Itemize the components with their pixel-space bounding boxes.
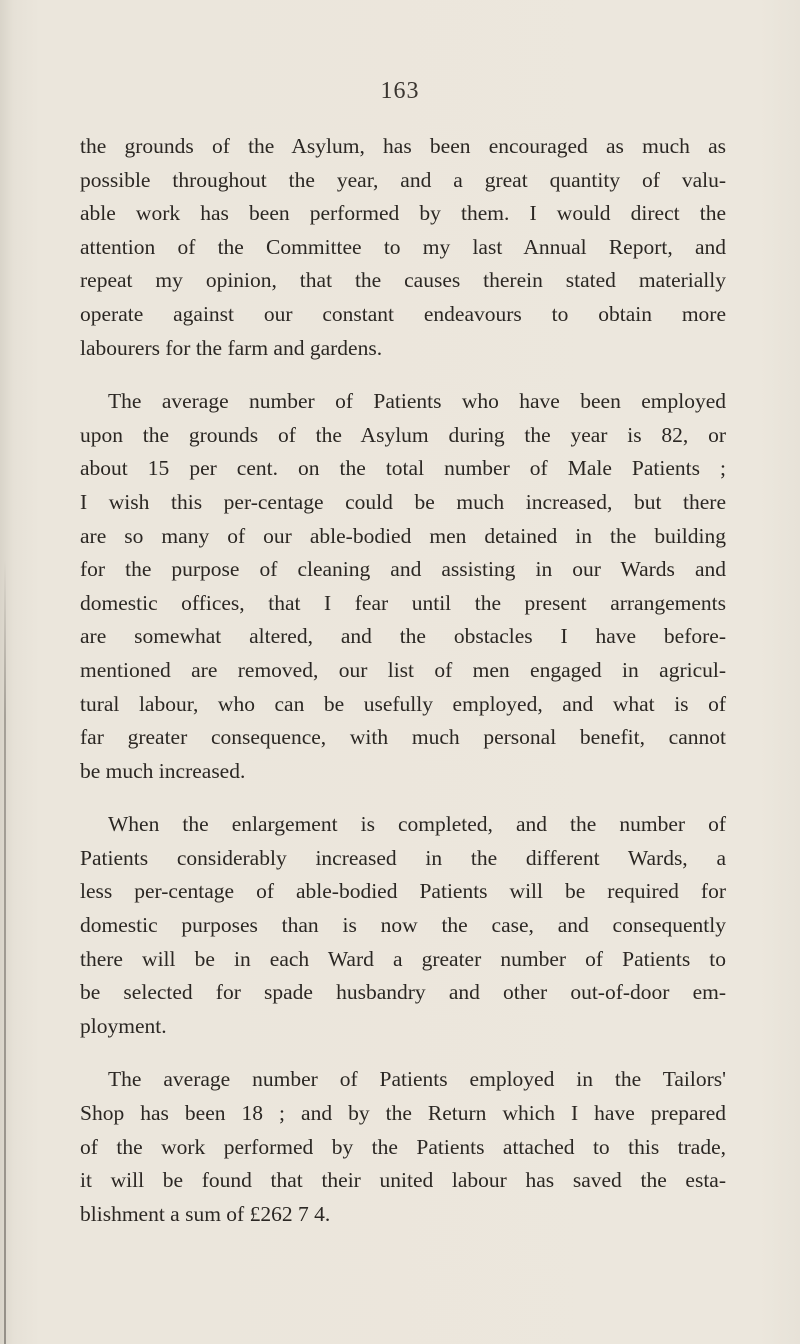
text-line: upon the grounds of the Asylum during the year is 82, or	[80, 422, 726, 447]
text-line: are somewhat altered, and the obstacles I have before-	[80, 624, 726, 649]
paragraph-3	[80, 808, 726, 1043]
binding-gutter	[4, 560, 6, 1344]
text-line: domestic purposes than is now the case, and consequently	[80, 913, 726, 938]
page-number: 163	[380, 78, 420, 104]
paragraph-1	[80, 130, 726, 365]
text-line: the grounds of the Asylum, has been encouraged as much as	[80, 134, 726, 158]
text-line: less per-centage of able-bodied Patients will be required for	[80, 879, 726, 904]
text-line: tural labour, who can be usefully employed, and what is of	[80, 691, 726, 716]
paragraph-4	[80, 1063, 726, 1231]
text-line: are so many of our able-bodied men detained in the building	[80, 523, 726, 548]
text-line: I wish this per-centage could be much increased, but there	[80, 489, 726, 514]
text-line: domestic offices, that I fear until the present arrangements	[80, 590, 726, 615]
text-line: When the enlargement is completed, and the number of	[108, 812, 726, 837]
body-text	[80, 130, 726, 1231]
text-line: Shop has been 18 ; and by the Return which I have prepared	[80, 1101, 726, 1126]
text-line: ployment.	[80, 1013, 167, 1038]
text-line: there will be in each Ward a greater number of Patients to	[80, 946, 726, 971]
text-line: able work has been performed by them. I would direct the	[80, 201, 726, 226]
text-line: repeat my opinion, that the causes therein stated materially	[80, 268, 726, 293]
text-line: labourers for the farm and gardens.	[80, 335, 383, 360]
text-line: Patients considerably increased in the different Wards, a	[80, 845, 726, 870]
paragraph-2	[80, 385, 726, 788]
text-line: be selected for spade husbandry and other out-of-door em-	[80, 980, 726, 1005]
text-line: The average number of Patients who have been employed	[108, 389, 726, 414]
text-line: of the work performed by the Patients attached to this trade,	[80, 1134, 726, 1159]
text-line: far greater consequence, with much personal benefit, cannot	[80, 725, 726, 750]
text-line: operate against our constant endeavours to obtain more	[80, 301, 726, 326]
text-line: possible throughout the year, and a great quantity of valu-	[80, 167, 726, 192]
text-line: attention of the Committee to my last Annual Report, and	[80, 234, 726, 259]
text-line: about 15 per cent. on the total number of Male Patients ;	[80, 456, 726, 481]
text-line: blishment a sum of £262 7 4.	[80, 1201, 331, 1226]
text-line: The average number of Patients employed in the Tailors'	[108, 1067, 726, 1092]
text-line: be much increased.	[80, 758, 246, 783]
text-line: it will be found that their united labour has saved the esta-	[80, 1168, 726, 1193]
text-line: for the purpose of cleaning and assisting in our Wards and	[80, 557, 726, 582]
text-line: mentioned are removed, our list of men engaged in agricul-	[80, 657, 726, 682]
